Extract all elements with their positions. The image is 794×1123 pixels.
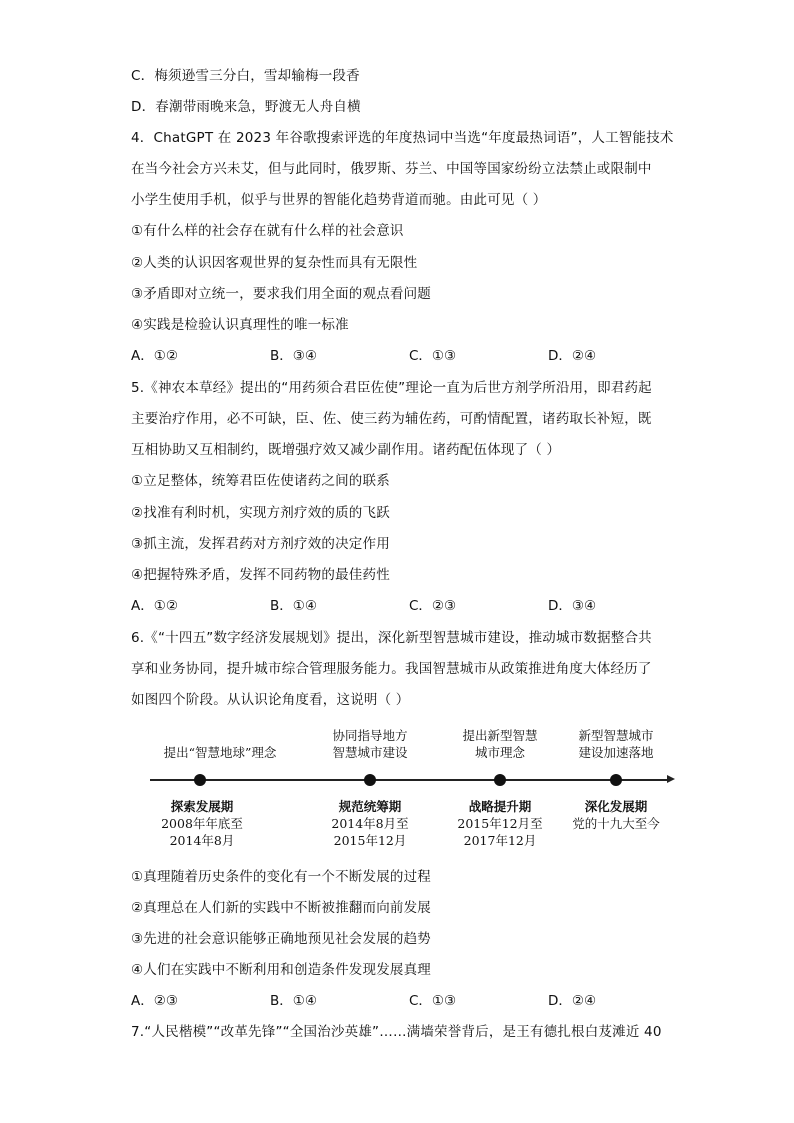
q4-statement-1: ①有什么样的社会存在就有什么样的社会意识	[131, 223, 404, 239]
timeline-top-label-3: 提出新型智慧 城市理念	[462, 728, 538, 760]
q6-stem-line-2: 享和业务协同，提升城市综合管理服务能力。我国智慧城市从政策推进角度大体经历了	[131, 661, 652, 677]
q4-option-d[interactable]: D．②④	[548, 348, 597, 364]
q4-statement-3: ③矛盾即对立统一，要求我们用全面的观点看问题	[131, 286, 432, 302]
q6-statement-1: ①真理随着历史条件的变化有一个不断发展的过程	[131, 869, 432, 885]
q5-statement-4: ④把握特殊矛盾，发挥不同药物的最佳药性	[131, 567, 390, 583]
q6-option-c[interactable]: C．①③	[409, 993, 457, 1009]
q4-statement-2: ②人类的认识因客观世界的复杂性而具有无限性	[131, 255, 418, 271]
timeline-top-label-1: 提出“智慧地球”理念	[163, 745, 277, 760]
q5-option-c[interactable]: C．②③	[409, 598, 457, 614]
q4-option-b[interactable]: B．③④	[270, 348, 317, 364]
q6-statement-3: ③先进的社会意识能够正确地预见社会发展的趋势	[131, 931, 432, 947]
smart-city-timeline	[140, 726, 680, 856]
q4-option-c[interactable]: C．①③	[409, 348, 457, 364]
q6-option-a[interactable]: A．②③	[131, 993, 178, 1009]
timeline-arrowhead	[667, 775, 675, 783]
q3-option-d: D．春潮带雨晚来急，野渡无人舟自横	[131, 99, 361, 115]
q6-statement-4: ④人们在实践中不断利用和创造条件发现发展真理	[131, 962, 432, 978]
timeline-point-4	[610, 774, 622, 786]
q5-options	[131, 596, 691, 616]
q6-statement-2: ②真理总在人们新的实践中不断被推翻而向前发展	[131, 900, 432, 916]
timeline-axis	[150, 779, 670, 781]
q6-stem-line-1: 6.《“十四五”数字经济发展规划》提出，深化新型智慧城市建设，推动城市数据整合共	[131, 630, 652, 646]
q3-option-c: C．梅须逊雪三分白，雪却输梅一段香	[131, 68, 360, 84]
q6-options	[131, 991, 691, 1011]
timeline-point-2	[364, 774, 376, 786]
q4-options	[131, 346, 691, 366]
q4-stem-line-1: 4．ChatGPT 在 2023 年谷歌搜索评选的年度热词中当选“年度最热词语”，人工智能技术	[131, 130, 674, 146]
timeline-period-2: 规范统筹期 2014年8月至 2015年12月	[331, 799, 409, 848]
timeline-top-label-4: 新型智慧城市 建设加速落地	[578, 728, 654, 760]
timeline-point-3	[494, 774, 506, 786]
q5-statement-3: ③抓主流，发挥君药对方剂疗效的决定作用	[131, 536, 390, 552]
q5-option-b[interactable]: B．①④	[270, 598, 317, 614]
q4-statement-4: ④实践是检验认识真理性的唯一标准	[131, 317, 349, 333]
q5-option-a[interactable]: A．①②	[131, 598, 178, 614]
q5-stem-line-3: 互相协助又互相制约，既增强疗效又减少副作用。诸药配伍体现了（ ）	[131, 442, 561, 458]
timeline-point-1	[194, 774, 206, 786]
q5-stem-line-1: 5.《神农本草经》提出的“用药须合君臣佐使”理论一直为后世方剂学所沿用，即君药起	[131, 380, 652, 396]
q5-stem-line-2: 主要治疗作用，必不可缺，臣、佐、使三药为辅佐药，可酌情配置，诸药取长补短，既	[131, 411, 652, 427]
q6-stem-line-3: 如图四个阶段。从认识论角度看，这说明（ ）	[131, 692, 410, 708]
timeline-period-4: 深化发展期 党的十九大至今	[572, 799, 660, 831]
timeline-period-1: 探索发展期 2008年年底至 2014年8月	[161, 799, 243, 848]
q5-option-d[interactable]: D．③④	[548, 598, 597, 614]
q7-stem-line-1: 7.“人民楷模”“改革先锋”“全国治沙英雄”……满墙荣誉背后，是王有德扎根白芨滩近 40	[131, 1024, 662, 1040]
q4-stem-line-3: 小学生使用手机，似乎与世界的智能化趋势背道而驰。由此可见（ ）	[131, 192, 547, 208]
timeline-period-3: 战略提升期 2015年12月至 2017年12月	[457, 799, 543, 848]
q5-statement-2: ②找准有利时机，实现方剂疗效的质的飞跃	[131, 505, 390, 521]
q5-statement-1: ①立足整体，统筹君臣佐使诸药之间的联系	[131, 473, 390, 489]
q6-option-d[interactable]: D．②④	[548, 993, 597, 1009]
timeline-top-label-2: 协同指导地方 智慧城市建设	[332, 728, 408, 760]
q4-stem-line-2: 在当今社会方兴未艾，但与此同时，俄罗斯、芬兰、中国等国家纷纷立法禁止或限制中	[131, 161, 652, 177]
q4-option-a[interactable]: A．①②	[131, 348, 178, 364]
q6-option-b[interactable]: B．①④	[270, 993, 317, 1009]
